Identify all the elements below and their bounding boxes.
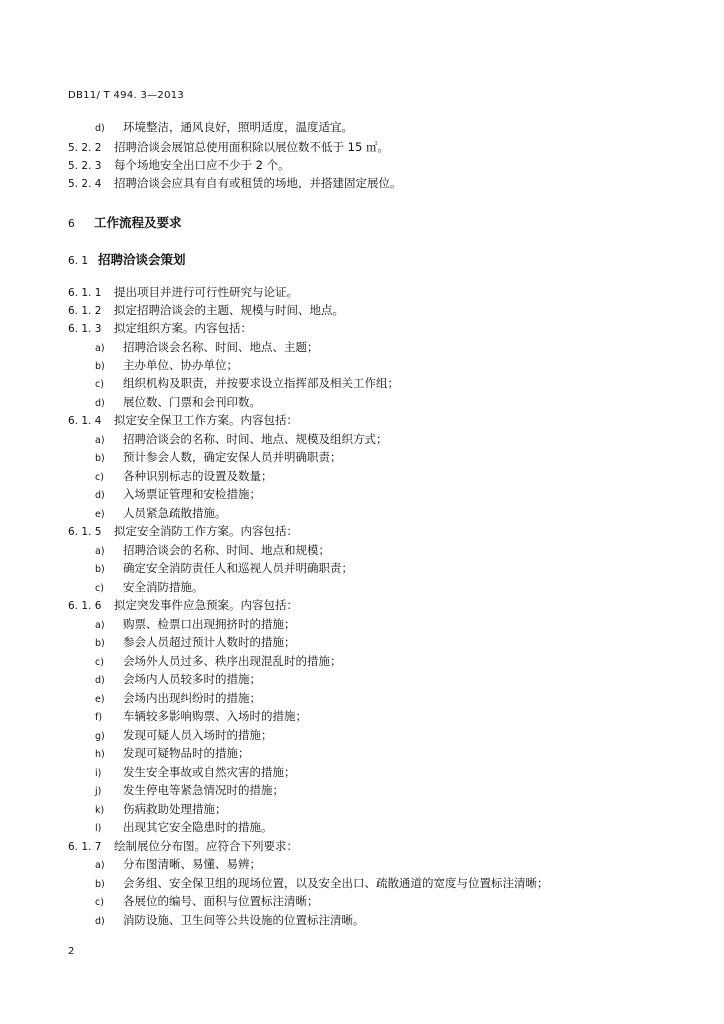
item-number: a) xyxy=(95,435,105,446)
list-item xyxy=(95,892,319,910)
item-number: k) xyxy=(95,805,105,816)
item-number: d) xyxy=(95,490,105,501)
item-number: f) xyxy=(95,712,103,723)
item-text: 招聘洽谈会名称、时间、地点、主题； xyxy=(123,340,319,354)
item-text: 发现可疑物品时的措施； xyxy=(123,746,250,760)
item-number: h) xyxy=(95,749,105,760)
item-number: e) xyxy=(95,694,105,705)
list-item xyxy=(95,726,273,744)
item-number: c) xyxy=(95,379,104,390)
item-number: b) xyxy=(95,453,105,464)
item-number: b) xyxy=(95,361,105,372)
list-item xyxy=(95,652,342,670)
list-item xyxy=(95,356,238,374)
list-item xyxy=(95,504,227,522)
list-item xyxy=(95,781,284,799)
document-code-header: DB11/ T 494. 3—2013 xyxy=(68,90,185,101)
list-item xyxy=(95,615,296,633)
list-item xyxy=(95,911,365,929)
item-text: 招聘洽谈会展馆总使用面积除以展位数不低于 15 ㎡。 xyxy=(114,140,389,154)
item-number: d) xyxy=(95,398,105,409)
item-number: 5. 2. 2 xyxy=(68,142,102,154)
list-item xyxy=(95,670,261,688)
clause-item xyxy=(68,522,298,540)
item-number: a) xyxy=(95,620,105,631)
item-text: 参会人员超过预计人数时的措施； xyxy=(123,635,296,649)
item-text: 分布图清晰、易懂、易辨； xyxy=(123,857,261,871)
item-number: b) xyxy=(95,564,105,575)
item-number: j) xyxy=(95,786,102,797)
item-text: 安全消防措施。 xyxy=(123,580,204,594)
item-text: 购票、检票口出现拥挤时的措施； xyxy=(123,617,296,631)
list-item xyxy=(95,393,261,411)
item-text: 拟定安全消防工作方案。内容包括： xyxy=(114,524,298,538)
item-text: 招聘洽谈会应具有自有或租赁的场地，并搭建固定展位。 xyxy=(114,176,402,190)
item-number: 6. 1. 5 xyxy=(68,526,102,538)
item-text: 会场内出现纠纷时的措施； xyxy=(123,691,261,705)
clause-item xyxy=(68,156,290,174)
item-number: a) xyxy=(95,343,105,354)
item-number: 6. 1. 4 xyxy=(68,415,102,427)
item-text: 招聘洽谈会策划 xyxy=(98,252,186,267)
item-number: 6. 1. 3 xyxy=(68,323,102,335)
item-text: 拟定突发事件应急预案。内容包括： xyxy=(114,598,298,612)
item-text: 环境整洁，通风良好，照明适度，温度适宜。 xyxy=(123,120,353,134)
item-text: 组织机构及职责，并按要求设立指挥部及相关工作组； xyxy=(123,376,399,390)
item-text: 拟定安全保卫工作方案。内容包括： xyxy=(114,413,298,427)
item-number: i) xyxy=(95,768,102,779)
clause-item xyxy=(68,837,298,855)
item-number: d) xyxy=(95,675,105,686)
item-text: 每个场地安全出口应不少于 2 个。 xyxy=(114,158,290,172)
clause-item xyxy=(68,283,298,301)
item-text: 会场外人员过多、秩序出现混乱时的措施； xyxy=(123,654,342,668)
list-item xyxy=(95,448,342,466)
list-item xyxy=(95,707,307,725)
list-item xyxy=(95,689,261,707)
item-text: 车辆较多影响购票、入场时的措施； xyxy=(123,709,307,723)
item-text: 伤病救助处理措施； xyxy=(123,802,227,816)
item-text: 主办单位、协办单位； xyxy=(123,358,238,372)
item-number: 6 xyxy=(68,218,75,230)
item-text: 各种识别标志的设置及数量； xyxy=(123,469,273,483)
page-number: 2 xyxy=(68,946,75,957)
item-number: a) xyxy=(95,546,105,557)
item-number: 6. 1. 1 xyxy=(68,287,102,299)
item-text: 确定安全消防责任人和巡视人员并明确职责； xyxy=(123,561,353,575)
item-text: 出现其它安全隐患时的措施。 xyxy=(123,820,273,834)
list-item xyxy=(95,800,227,818)
item-number: d) xyxy=(95,123,105,134)
list-item xyxy=(95,763,296,781)
item-number: b) xyxy=(95,879,105,890)
item-number: 6. 1. 6 xyxy=(68,600,102,612)
item-text: 招聘洽谈会的名称、时间、地点和规模； xyxy=(123,543,330,557)
item-number: 5. 2. 3 xyxy=(68,160,102,172)
clause-item xyxy=(68,411,298,429)
item-number: 6. 1. 7 xyxy=(68,841,102,853)
item-number: 6. 1. 2 xyxy=(68,305,102,317)
item-text: 拟定招聘洽谈会的主题、规模与时间、地点。 xyxy=(114,303,344,317)
clause-item xyxy=(68,596,298,614)
item-number: c) xyxy=(95,583,104,594)
item-number: g) xyxy=(95,731,105,742)
clause-item xyxy=(68,301,344,319)
item-text: 会务组、安全保卫组的现场位置，以及安全出口、疏散通道的宽度与位置标注清晰； xyxy=(123,876,549,890)
list-item xyxy=(95,855,261,873)
list-item xyxy=(95,744,250,762)
item-number: c) xyxy=(95,472,104,483)
subsection-heading xyxy=(68,250,186,268)
item-number: l) xyxy=(95,823,102,834)
list-item xyxy=(95,338,319,356)
item-text: 提出项目并进行可行性研究与论证。 xyxy=(114,285,298,299)
list-item xyxy=(95,467,273,485)
list-item xyxy=(95,485,261,503)
item-text: 消防设施、卫生间等公共设施的位置标注清晰。 xyxy=(123,913,365,927)
clause-item xyxy=(68,138,389,156)
item-text: 各展位的编号、面积与位置标注清晰； xyxy=(123,894,319,908)
item-text: 预计参会人数，确定安保人员并明确职责； xyxy=(123,450,342,464)
item-text: 发生安全事故或自然灾害的措施； xyxy=(123,765,296,779)
item-text: 入场票证管理和安检措施； xyxy=(123,487,261,501)
item-number: a) xyxy=(95,860,105,871)
item-number: 6. 1 xyxy=(68,255,89,267)
item-text: 人员紧急疏散措施。 xyxy=(123,506,227,520)
item-text: 招聘洽谈会的名称、时间、地点、规模及组织方式； xyxy=(123,432,388,446)
list-item xyxy=(95,374,399,392)
clause-item xyxy=(68,319,252,337)
item-text: 绘制展位分布图。应符合下列要求： xyxy=(114,839,298,853)
section-heading xyxy=(68,213,182,231)
item-number: e) xyxy=(95,509,105,520)
item-number: b) xyxy=(95,638,105,649)
list-item xyxy=(95,559,353,577)
item-text: 拟定组织方案。内容包括： xyxy=(114,321,252,335)
item-number: c) xyxy=(95,657,104,668)
list-item xyxy=(95,874,549,892)
list-item xyxy=(95,541,330,559)
list-item xyxy=(95,430,388,448)
item-text: 会场内人员较多时的措施； xyxy=(123,672,261,686)
item-text: 发生停电等紧急情况时的措施； xyxy=(123,783,284,797)
list-item xyxy=(95,118,353,136)
item-text: 发现可疑人员入场时的措施； xyxy=(123,728,273,742)
item-text: 展位数、门票和会刊印数。 xyxy=(123,395,261,409)
list-item xyxy=(95,578,204,596)
item-number: d) xyxy=(95,916,105,927)
list-item xyxy=(95,633,296,651)
list-item xyxy=(95,818,273,836)
item-text: 工作流程及要求 xyxy=(94,215,182,230)
clause-item xyxy=(68,174,402,192)
item-number: c) xyxy=(95,897,104,908)
item-number: 5. 2. 4 xyxy=(68,178,102,190)
